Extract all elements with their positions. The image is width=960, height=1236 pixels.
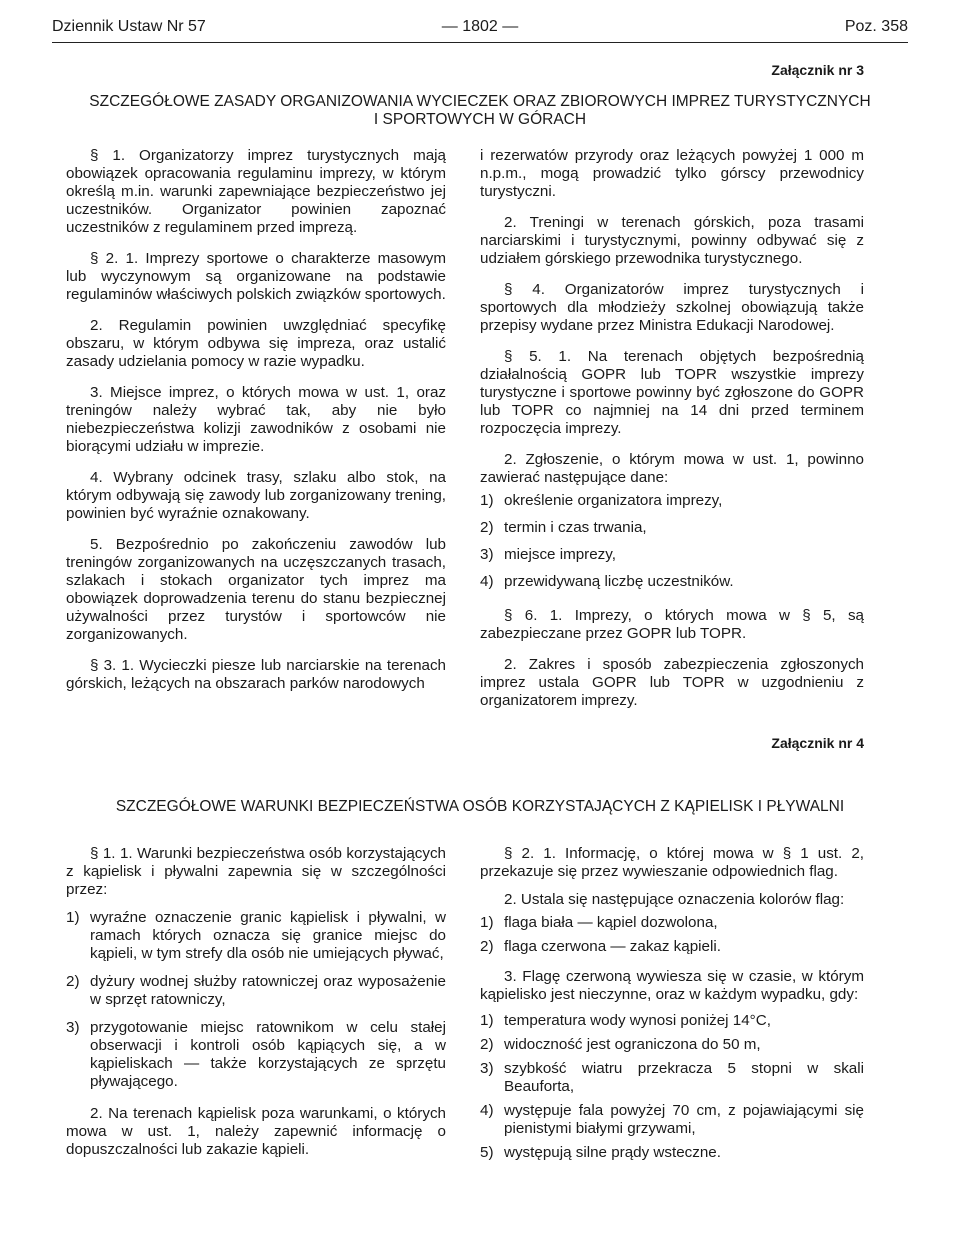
- paragraph: 2. Zakres i sposób zabezpieczenia zgłoszonych imprez ustala GOPR lub TOPR w uzgodnieniu z organizatorem imprezy.: [480, 656, 864, 709]
- flag-item: 1) flaga biała — kąpiel dozwolona,: [480, 914, 718, 931]
- paragraph: § 2. 1. Imprezy sportowe o charakterze masowym lub wyczynowym są organizowane na podstawie regulaminów właściwych polskich związków sportowych.: [66, 250, 446, 303]
- annex-4-right-column: [480, 845, 864, 1168]
- paragraph: 2. Na terenach kąpielisk poza warunkami, o których mowa w ust. 1, należy zapewnić informację o dopuszczalności lub zakazie kąpieli.: [66, 1105, 446, 1158]
- condition-item: 1) temperatura wody wynosi poniżej 14°C,: [480, 1012, 771, 1029]
- annex-4-label: Załącznik nr 4: [771, 735, 864, 751]
- list-item: 1) określenie organizatora imprezy,: [480, 492, 723, 509]
- annex-4-left-column: [66, 845, 446, 1172]
- list-item: 3) przygotowanie miejsc ratownikom w celu stałej obserwacji i kontroli osób kąpiących się, a w kąpieliskach — także korzystających ze sprzętu pływającego.: [66, 1019, 446, 1090]
- paragraph: 4. Wybrany odcinek trasy, szlaku albo stok, na którym odbywają się zawody lub zorganizowany trening, powinien być wyraźnie oznakowany.: [66, 469, 446, 522]
- condition-item: 4) występuje fala powyżej 70 cm, z pojawiającymi się pienistymi białymi grzywami,: [480, 1102, 864, 1137]
- condition-item: 5) występują silne prądy wsteczne.: [480, 1144, 721, 1161]
- paragraph: § 5. 1. Na terenach objętych bezpośrednią działalnością GOPR lub TOPR wszystkie imprezy turystyczne i sportowe powinny być zgłoszone do GOPR lub TOPR co najmniej na 14 dni przed terminem rozpoczęcia imprezy.: [480, 348, 864, 437]
- page-number: — 1802 —: [441, 18, 519, 35]
- paragraph: 2. Regulamin powinien uwzględniać specyfikę obszaru, w którym odbywa się impreza, oraz ustalić zasady udzielania pomocy w razie wypadku.: [66, 317, 446, 370]
- paragraph-continuation: i rezerwatów przyrody oraz leżących powyżej 1 000 m n.p.m., mogą prowadzić tylko górscy przewodnicy turystyczni.: [480, 147, 864, 200]
- list-item: 2) dyżury wodnej służby ratowniczej oraz wyposażenie w sprzęt ratowniczy,: [66, 973, 446, 1008]
- paragraph: 3. Miejsce imprez, o których mowa w ust. 1, oraz treningów należy wybrać tak, aby nie było niebezpieczeństwa kolizji zawodników z osobami nie biorącymi udziału w imprezie.: [66, 384, 446, 455]
- annex-3-title-line-2: I SPORTOWYCH W GÓRACH: [373, 111, 587, 128]
- paragraph: 2. Ustala się następujące oznaczenia kolorów flag:: [504, 891, 845, 908]
- list-item: 4) przewidywaną liczbę uczestników.: [480, 573, 734, 590]
- position-number: Poz. 358: [844, 18, 908, 35]
- paragraph: 3. Flagę czerwoną wywiesza się w czasie, w którym kąpielisko jest nieczynne, oraz w każdym wypadku, gdy:: [480, 968, 864, 1003]
- annex-3-title-line-1: SZCZEGÓŁOWE ZASADY ORGANIZOWANIA WYCIECZEK ORAZ ZBIOROWYCH IMPREZ TURYSTYCZNYCH: [89, 93, 871, 110]
- paragraph: § 1. 1. Warunki bezpieczeństwa osób korzystających z kąpielisk i pływalni zapewnia się w szczególności przez:: [66, 845, 446, 898]
- paragraph: § 4. Organizatorów imprez turystycznych i sportowych dla młodzieży szkolnej obowiązują także przepisy wydane przez Ministra Edukacji Narodowej.: [480, 281, 864, 334]
- flag-item: 2) flaga czerwona — zakaz kąpieli.: [480, 938, 721, 955]
- list-item: 2) termin i czas trwania,: [480, 519, 647, 536]
- annex-3-label: Załącznik nr 3: [771, 62, 864, 78]
- paragraph: § 2. 1. Informację, o której mowa w § 1 ust. 2, przekazuje się przez wywieszanie odpowiednich flag.: [480, 845, 864, 880]
- paragraph: § 1. Organizatorzy imprez turystycznych mają obowiązek opracowania regulaminu imprezy, w którym określą m.in. warunki zapewniające bezpieczeństwo jej uczestników. Organizator powinien zapoznać uczestników z regulaminem przed imprezą.: [66, 147, 446, 236]
- condition-item: 2) widoczność jest ograniczona do 50 m,: [480, 1036, 761, 1053]
- paragraph: § 6. 1. Imprezy, o których mowa w § 5, są zabezpieczane przez GOPR lub TOPR.: [480, 607, 864, 642]
- paragraph: 2. Treningi w terenach górskich, poza trasami narciarskimi i turystycznymi, powinny odbywać się z udziałem górskiego przewodnika turystycznego.: [480, 214, 864, 267]
- annex-4-title: SZCZEGÓŁOWE WARUNKI BEZPIECZEŃSTWA OSÓB KORZYSTAJĄCYCH Z KĄPIELISK I PŁYWALNI: [115, 798, 845, 815]
- paragraph: § 3. 1. Wycieczki piesze lub narciarskie na terenach górskich, leżących na obszarach parków narodowych: [66, 657, 446, 692]
- paragraph: 2. Zgłoszenie, o którym mowa w ust. 1, powinno zawierać następujące dane:: [480, 451, 864, 486]
- annex-3-title: [40, 93, 920, 129]
- list-item: 3) miejsce imprezy,: [480, 546, 616, 563]
- annex-3-right-column: [480, 147, 864, 723]
- annex-3-left-column: [66, 147, 446, 706]
- page-header: [52, 16, 908, 43]
- condition-item: 3) szybkość wiatru przekracza 5 stopni w skali Beauforta,: [480, 1060, 864, 1095]
- journal-name: Dziennik Ustaw Nr 57: [52, 18, 206, 35]
- paragraph: 5. Bezpośrednio po zakończeniu zawodów lub treningów zorganizowanych na uczęszczanych trasach, szlakach i stokach organizator tych imprez ma obowiązek doprowadzenia terenu do stanu bezpiecznej używalności przez turystów i sportowców nie zorganizowanych.: [66, 536, 446, 643]
- list-item: 1) wyraźne oznaczenie granic kąpielisk i pływalni, w ramach których oznacza się granice miejsc do kąpieli, w tym strefy dla osób nie umiejących pływać,: [66, 909, 446, 962]
